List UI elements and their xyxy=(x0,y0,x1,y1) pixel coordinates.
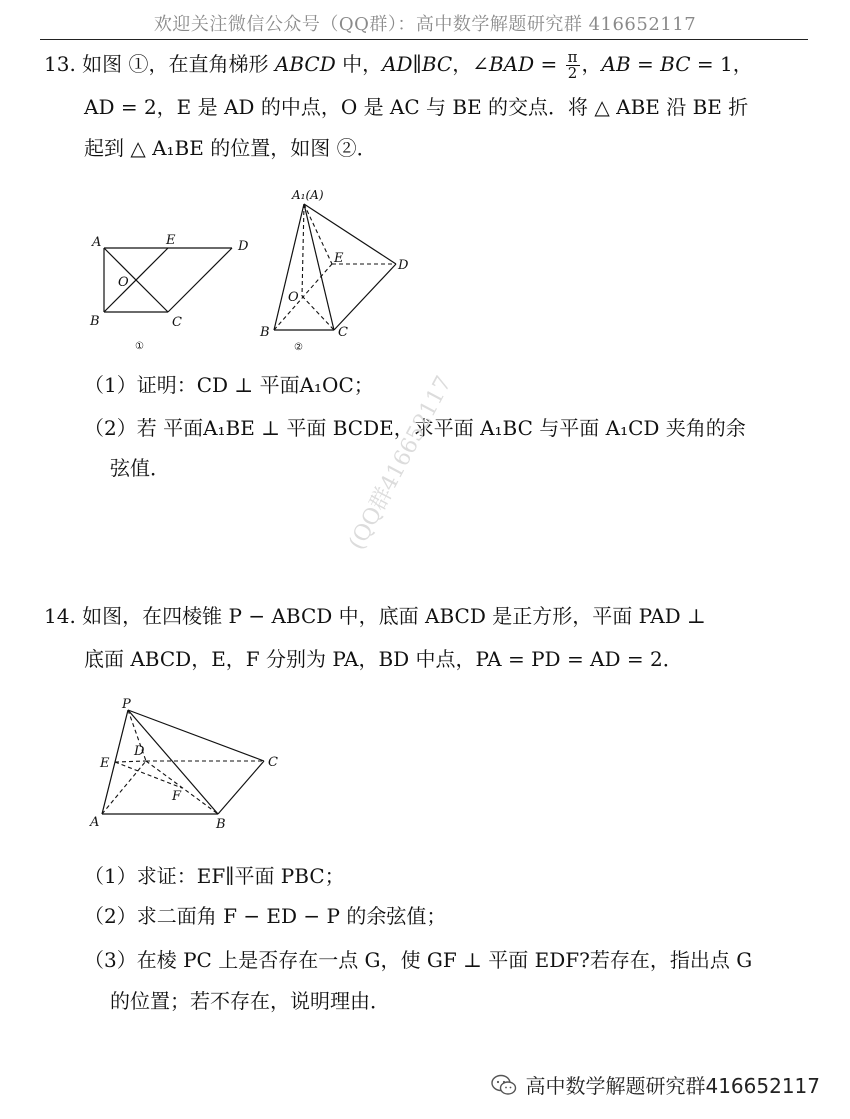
label-e: E xyxy=(166,233,176,248)
problem13-question1: （1）证明：CD ⊥ 平面A₁OC； xyxy=(84,373,374,397)
edge-a1d xyxy=(304,204,396,264)
label-b: B xyxy=(216,817,226,832)
segment-ed xyxy=(115,761,146,762)
problem13-text-a: 如图 ①，在直角梯形 xyxy=(82,52,275,76)
header-divider xyxy=(40,39,808,40)
problem13-text-e: ，∠ xyxy=(452,52,489,76)
edge-pc xyxy=(128,710,264,761)
fraction-denominator: 2 xyxy=(567,64,578,82)
problem14-question3-line2: 的位置；若不存在，说明理由． xyxy=(110,989,390,1013)
wechat-icon xyxy=(491,1074,517,1096)
problem13-text-g: = xyxy=(534,52,564,76)
problem13-line1 xyxy=(44,50,753,81)
label-a: A xyxy=(92,235,102,250)
page-header: 欢迎关注微信公众号（QQ群）：高中数学解题研究群 416652117 xyxy=(153,14,697,35)
edge-a1b xyxy=(274,204,304,330)
problem13-text-f: BAD xyxy=(488,52,535,76)
problem13-number: 13. xyxy=(44,52,76,76)
label-f: F xyxy=(172,789,182,804)
edge-a1c xyxy=(304,204,334,330)
angle-fraction xyxy=(566,50,580,81)
problem13-text-b: ABCD xyxy=(274,52,336,76)
label-a1: A₁(A) xyxy=(292,188,324,202)
label-o: O xyxy=(118,275,129,290)
problem14-question2: （2）求二面角 F − ED − P 的余弦值； xyxy=(84,904,447,928)
label-o: O xyxy=(288,290,299,305)
label-c: C xyxy=(172,315,182,330)
label-e: E xyxy=(100,756,110,771)
problem14-line1 xyxy=(44,602,706,630)
edge-bc xyxy=(218,761,264,814)
figure-folded xyxy=(252,184,422,358)
figure-pyramid xyxy=(84,694,294,834)
problem13-line2: AD = 2，E 是 AD 的中点，O 是 AC 与 BE 的交点．将 △ ABE 沿 BE 折 xyxy=(84,95,749,119)
problem13-question2-line2: 弦值． xyxy=(110,456,170,480)
label-d: D xyxy=(238,239,249,254)
problem13-question2-line1: （2）若 平面A₁BE ⊥ 平面 BCDE，求平面 A₁BC 与平面 A₁CD 夹角的余 xyxy=(84,416,746,440)
label-b: B xyxy=(260,325,270,340)
label-d: D xyxy=(398,258,409,273)
label-a: A xyxy=(90,815,100,830)
problem14-question3-line1: （3）在棱 PC 上是否存在一点 G，使 GF ⊥ 平面 EDF?若存在，指出点 G xyxy=(84,948,753,972)
problem14-number: 14. xyxy=(44,604,76,628)
segment-a1o xyxy=(302,204,304,296)
label-c: C xyxy=(268,755,278,770)
problem13-text-i: AB xyxy=(601,52,631,76)
problem13-text-l: = 1， xyxy=(690,52,753,76)
footer-text: 高中数学解题研究群416652117 xyxy=(525,1074,820,1098)
label-c: C xyxy=(338,325,348,340)
problem13-text-j: = xyxy=(630,52,661,76)
problem14-line2: 底面 ABCD，E，F 分别为 PA，BD 中点，PA = PD = AD = 2． xyxy=(84,647,683,671)
figure-trapezoid xyxy=(82,228,262,358)
segment-ef xyxy=(115,762,182,788)
edge-cd xyxy=(168,248,232,312)
figure1-caption: ① xyxy=(135,341,144,352)
problem13-text-k: BC xyxy=(660,52,691,76)
problem13-text-h: ， xyxy=(581,52,602,76)
label-p: P xyxy=(122,697,131,712)
segment-oc xyxy=(302,296,334,330)
problem14-text: 如图，在四棱锥 P − ABCD 中，底面 ABCD 是正方形，平面 PAD ⊥ xyxy=(82,604,706,628)
label-e: E xyxy=(334,251,344,266)
fraction-numerator: π xyxy=(567,48,578,66)
edge-cd xyxy=(334,264,396,330)
figure2-caption: ② xyxy=(294,342,303,353)
problem14-question1: （1）求证：EF∥平面 PBC； xyxy=(84,864,345,888)
watermark: (QQ群416652117 xyxy=(344,372,457,555)
problem13-line3: 起到 △ A₁BE 的位置，如图 ②． xyxy=(84,136,377,160)
problem13-text-d: AD∥BC xyxy=(382,52,453,76)
problem13-text-c: 中， xyxy=(335,52,383,76)
label-b: B xyxy=(90,314,100,329)
footer xyxy=(491,1070,820,1099)
label-d: D xyxy=(134,744,145,759)
